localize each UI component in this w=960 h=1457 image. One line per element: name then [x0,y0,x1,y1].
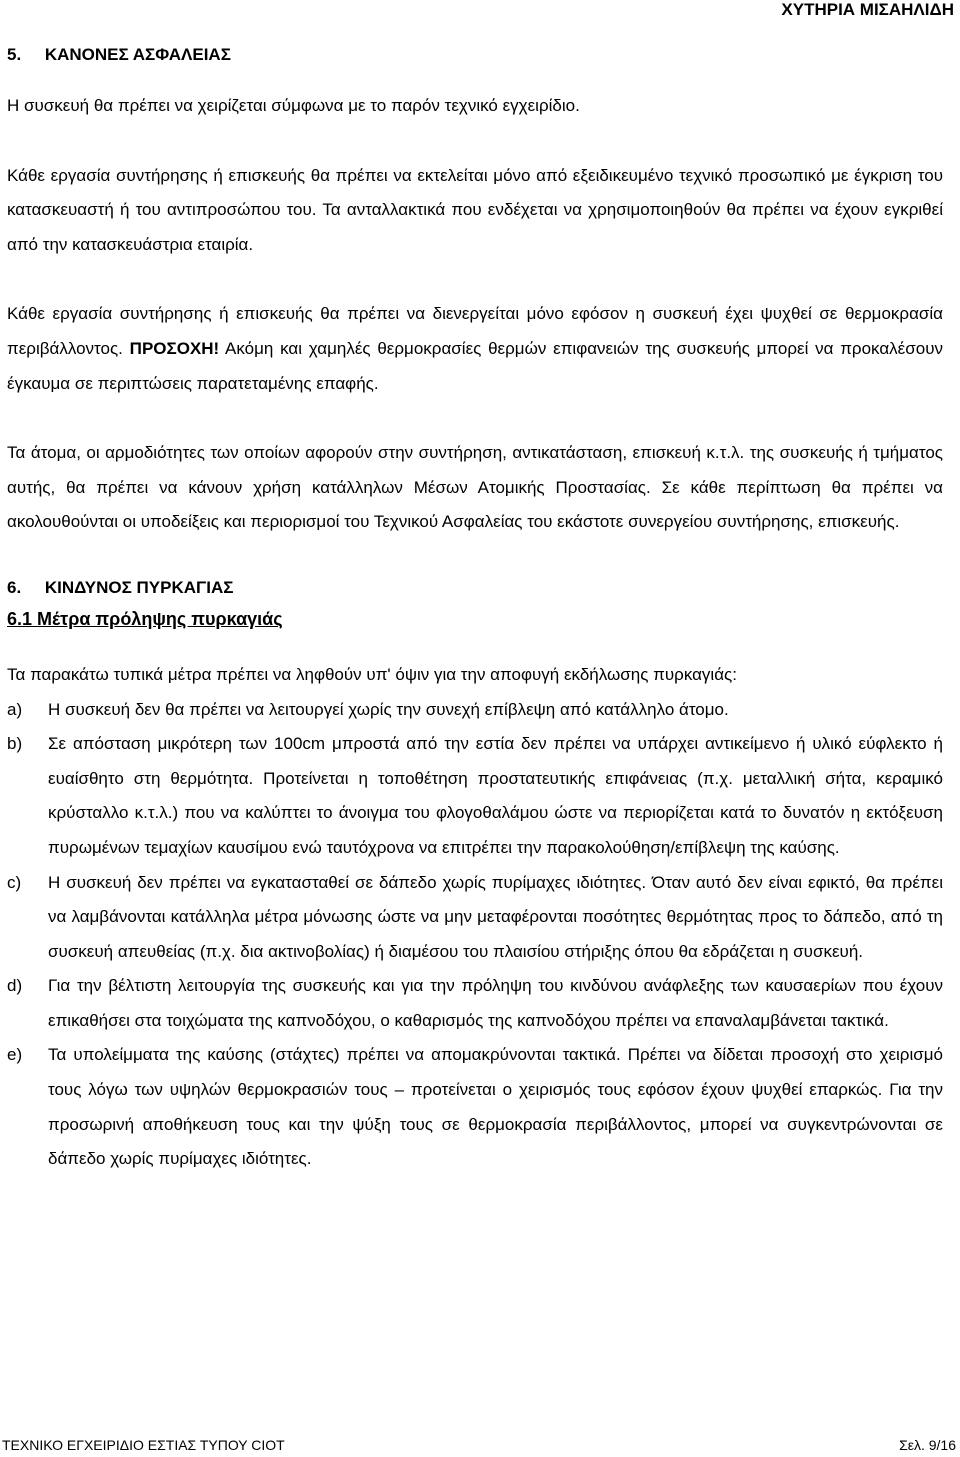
list-item [7,693,943,728]
section-6-heading [7,575,943,601]
section-6-1-number: 6.1 [7,608,33,629]
list-item-marker: e) [7,1045,23,1065]
paragraph-cooling-warning [7,297,943,401]
list-item-text: Σε απόσταση μικρότερη των 100cm μπροστά από την εστία δεν πρέπει να υπάρχει αντικείμενο ή υλικό εύφλεκτο ή ευαίσθητο στη θερμότητα. Προτείνεται η τοποθέτηση προστατευτικής επιφάνειας (π.χ. μεταλλική σήτα, κεραμικό κρύσταλλο κ.τ.λ.) που να καλύπτει το άνοιγμα του φλογοθαλάμου ώστε να περιορίζεται κατά το δυνατόν η εκτόξευση πυρωμένων τεμαχίων καυσίμου ενώ ταυτόχρονα να επιτρέπει την παρακολούθηση/επίβλεψη της καύσης. [48,734,943,857]
company-header: ΧΥΤΗΡΙΑ ΜΙΣΑΗΛΙΔΗ [781,0,954,19]
cooling-text: Κάθε εργασία συντήρησης ή επισκευής θα πρέπει να διενεργείται μόνο εφόσον η συσκευή έχει ψυχθεί σε θερμοκρασία περιβάλλοντος. [7,304,943,358]
footer-document-title: ΤΕΧΝΙΚΟ ΕΓΧΕΙΡΙΔΙΟ ΕΣΤΙΑΣ ΤΥΠΟΥ CIOT [2,1437,285,1453]
list-item-text: Η συσκευή δεν πρέπει να εγκατασταθεί σε δάπεδο χωρίς πυρίμαχες ιδιότητες. Όταν αυτό δεν είναι εφικτό, θα πρέπει να λαμβάνονται κατάλληλα μέτρα μόνωσης ώστε να μην μεταφέρονται ποσότητες θερμότητας προς το δάπεδο, από τη συσκευή απευθείας (π.χ. δια ακτινοβολίας) ή διαμέσου του πλαισίου στήριξης όπου θα εδράζεται η συσκευή. [48,872,943,961]
list-item [7,866,943,970]
list-item [7,1038,943,1176]
list-item [7,969,943,1038]
section-5-number: 5. [7,45,22,64]
list-item-marker: a) [7,699,23,719]
list-item-text: Τα υπολείμματα της καύσης (στάχτες) πρέπει να απομακρύνονται τακτικά. Πρέπει να δίδεται προσοχή στο χειρισμό τους λόγω των υψηλών θερμοκρασιών τους – προτείνεται ο χειρισμός τους εφόσον έχουν ψυχθεί επαρκώς. Για την προσωρινή αποθήκευση τους και την ψύξη τους σε θερμοκρασία περιβάλλοντος, μπορεί να συγκεντρώνονται σε δάπεδο χωρίς πυρίμαχες ιδιότητες. [48,1045,943,1169]
section-6-1-title: Μέτρα πρόληψης πυρκαγιάς [37,608,283,629]
burn-warning-text: Ακόμη και χαμηλές θερμοκρασίες θερμών επιφανειών της συσκευής μπορεί να προκαλέσουν έγκαυμα σε περιπτώσεις παρατεταμένης επαφής. [7,338,943,393]
list-item-text: Για την βέλτιστη λειτουργία της συσκευής και για την πρόληψη του κινδύνου ανάφλεξης των καυσαερίων που έχουν επικαθήσει στα τοιχώματα της καπνοδόχου, ο καθαρισμός της καπνοδόχου πρέπει να επαναλαμβάνεται τακτικά. [48,976,943,1030]
document-body [7,42,943,1177]
page-footer [2,1437,956,1453]
fire-prevention-list [7,693,943,1177]
section-6-number: 6. [7,577,22,597]
paragraph-usage: Η συσκευή θα πρέπει να χειρίζεται σύμφωνα με το παρόν τεχνικό εγχειρίδιο. [7,96,580,115]
list-item-marker: c) [7,872,22,892]
paragraph-maintenance-personnel: Κάθε εργασία συντήρησης ή επισκευής θα πρέπει να εκτελείται μόνο από εξειδικευμένο τεχνικό προσωπικό με έγκριση του κατασκευαστή ή του αντιπροσώπου του. Τα ανταλλακτικά που ενδέχεται να χρησιμοποιηθούν θα πρέπει να έχουν εγκριθεί από την κατασκευάστρια εταιρία. [7,165,943,254]
paragraph-protective-equipment: Τα άτομα, οι αρμοδιότητες των οποίων αφορούν στην συντήρηση, αντικατάσταση, επισκευή κ.τ.λ. της συσκευής ή τμήματος αυτής, θα πρέπει να κάνουν χρήση κατάλληλων Μέσων Ατομικής Προστασίας. Σε κάθε περίπτωση θα πρέπει να ακολουθούνται οι υποδείξεις και περιορισμοί του Τεχνικού Ασφαλείας του εκάστοτε συνεργείου συντήρησης, επισκευής. [7,443,943,532]
list-item-marker: b) [7,734,23,754]
footer-page-number: Σελ. 9/16 [899,1437,956,1453]
section-6-1-heading [7,601,943,637]
fire-prevention-intro: Τα παρακάτω τυπικά μέτρα πρέπει να ληφθούν υπ' όψιν για την αποφυγή εκδήλωσης πυρκαγιάς: [7,664,737,684]
section-6-title: ΚΙΝΔΥΝΟΣ ΠΥΡΚΑΓΙΑΣ [44,577,234,597]
section-5-title: ΚΑΝΟΝΕΣ ΑΣΦΑΛΕΙΑΣ [44,45,231,64]
list-item [7,727,943,865]
list-item-text: Η συσκευή δεν θα πρέπει να λειτουργεί χωρίς την συνεχή επίβλεψη από κατάλληλο άτομο. [48,699,729,719]
list-item-marker: d) [7,976,23,996]
section-5-heading [7,42,943,68]
warning-label: ΠΡΟΣΟΧΗ! [129,338,220,358]
